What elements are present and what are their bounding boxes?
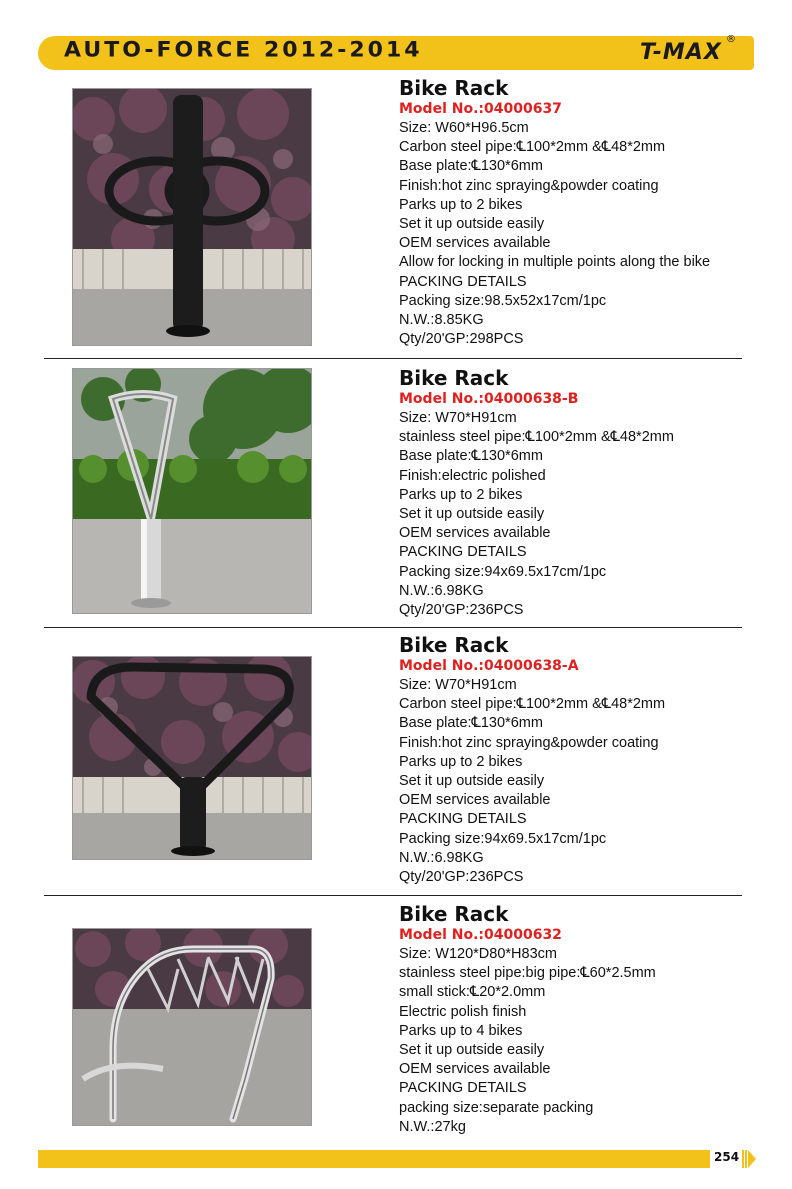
product-title: Bike Rack (399, 76, 509, 100)
product-title: Bike Rack (399, 633, 509, 657)
spec-line: Packing size:98.5x52x17cm/1pc (399, 292, 607, 309)
spec-line: Carbon steel pipe:℄100*2mm &℄48*2mm (399, 696, 666, 713)
spec-line: Packing size:94x69.5x17cm/1pc (399, 563, 607, 580)
spec-line: PACKING DETAILS (399, 544, 527, 561)
model-number: Model No.:04000638-B (399, 391, 579, 407)
spec-line: Set it up outside easily (399, 1042, 545, 1059)
spec-line: packing size:separate packing (399, 1099, 594, 1116)
product-photo-04000638-A (72, 656, 312, 860)
spec-line: Size: W70*H91cm (399, 677, 517, 693)
model-number: Model No.:04000638-A (399, 658, 579, 674)
spec-line: Size: W70*H91cm (399, 410, 517, 426)
spec-line: OEM services available (399, 525, 551, 542)
spec-line: Parks up to 2 bikes (399, 196, 523, 213)
spec-line: small stick:℄20*2.0mm (399, 984, 546, 1001)
spec-line: Qty/20'GP:298PCS (399, 331, 524, 348)
spec-line: PACKING DETAILS (399, 273, 527, 290)
product-photo-04000638-B (72, 368, 312, 614)
spec-line: PACKING DETAILS (399, 1080, 527, 1097)
spec-line: N.W.:8.85KG (399, 312, 484, 329)
spec-line: stainless steel pipe:big pipe:℄60*2.5mm (399, 965, 656, 982)
product-info-04000632 (399, 902, 656, 1137)
product-info-04000638-A (399, 633, 665, 887)
model-number: Model No.:04000637 (399, 101, 562, 117)
spec-line: N.W.:27kg (399, 1118, 466, 1135)
page-arrow-icon (742, 1150, 756, 1168)
spec-line: N.W.:6.98KG (399, 849, 484, 866)
section-divider (44, 627, 742, 628)
spec-line: Set it up outside easily (399, 216, 545, 233)
spec-line: N.W.:6.98KG (399, 582, 484, 599)
spec-line: Set it up outside easily (399, 506, 545, 523)
product-photo-04000637 (72, 88, 312, 346)
spec-line: Base plate:℄130*6mm (399, 158, 543, 175)
spec-line: Carbon steel pipe:℄100*2mm &℄48*2mm (399, 139, 666, 156)
spec-line: Qty/20'GP:236PCS (399, 602, 524, 619)
spec-line: Finish:electric polished (399, 467, 546, 484)
spec-line: stainless steel pipe:℄100*2mm &℄48*2mm (399, 429, 674, 446)
spec-line: Finish:hot zinc spraying&powder coating (399, 177, 659, 194)
spec-line: OEM services available (399, 235, 551, 252)
spec-line: Parks up to 2 bikes (399, 753, 523, 770)
spec-line: Base plate:℄130*6mm (399, 715, 543, 732)
spec-line: Finish:hot zinc spraying&powder coating (399, 734, 659, 751)
section-divider (44, 358, 742, 359)
footer-bar (38, 1150, 710, 1168)
registered-mark: ® (726, 34, 736, 45)
spec-line: Qty/20'GP:236PCS (399, 869, 524, 886)
product-info-04000637 (399, 76, 710, 349)
page-number: 254 (714, 1150, 740, 1164)
spec-line: Size: W60*H96.5cm (399, 120, 529, 136)
catalog-title: AUTO-FORCE 2012-2014 (64, 38, 423, 63)
spec-line: OEM services available (399, 1061, 551, 1078)
spec-line: Parks up to 2 bikes (399, 486, 523, 503)
product-photo-04000632 (72, 928, 312, 1126)
product-title: Bike Rack (399, 902, 509, 926)
section-divider (44, 895, 742, 896)
spec-line: Base plate:℄130*6mm (399, 448, 543, 465)
spec-line: Set it up outside easily (399, 773, 545, 790)
product-title: Bike Rack (399, 366, 509, 390)
spec-line: PACKING DETAILS (399, 811, 527, 828)
spec-line: OEM services available (399, 792, 551, 809)
product-info-04000638-B (399, 366, 674, 620)
model-number: Model No.:04000632 (399, 927, 562, 943)
brand-logo: T-MAX (640, 40, 722, 65)
spec-line: Electric polish finish (399, 1003, 527, 1020)
spec-line: Packing size:94x69.5x17cm/1pc (399, 830, 607, 847)
spec-line: Allow for locking in multiple points along the bike (399, 254, 711, 271)
spec-line: Size: W120*D80*H83cm (399, 946, 557, 962)
spec-line: Parks up to 4 bikes (399, 1022, 523, 1039)
